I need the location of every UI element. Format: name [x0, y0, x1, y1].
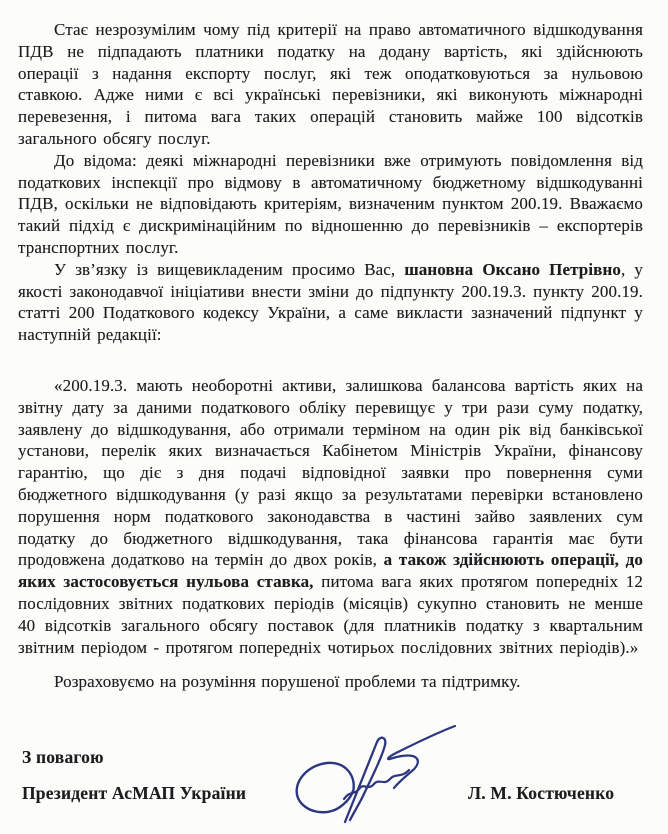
paragraph-1: Стає незрозумілим чому під критерії на право автоматичного відшкодування ПДВ не підпадають платники податку на додану вартість, які здійснюють операції з надання експорту послуг, які теж оподатковуються за нульовою ставкою. Адже ними є всі українські перевізники, які виконують міжнародні перевезення, і питома вага таких операцій становить майже 100 відсотків загального обсягу послуг.: [18, 20, 643, 148]
paragraph-3: У зв’язку із вищевикладеним просимо Вас, шановна Оксано Петрівно, у якості законодавчої ініціативи внести зміни до підпункту 200.19.3. пункту 200.19. статті 200 Податкового кодексу України, а саме викласти зазначений підпункт у наступній редакції:: [18, 259, 643, 345]
letter-body: [18, 0, 643, 693]
handwritten-signature-ink: [282, 699, 462, 825]
paragraph-2: До відома: деякі міжнародні перевізники вже отримують повідомлення від податкових інспекції про відмову в автоматичному бюджетному відшкодуванні ПДВ, оскільки не відповідають критеріям, визначеним пунктом 200.19. Вважаємо такий підхід є дискримінаційним по відношенню до перевізників – експортерів транспортних послуг.: [18, 150, 643, 257]
regards-line: З повагою: [22, 747, 104, 767]
closing-line: Розраховуємо на розуміння порушеної проблеми та підтримку.: [54, 672, 521, 692]
signer-name: Л. М. Костюченко: [468, 783, 615, 803]
signer-title: Президент АсМАП України: [22, 783, 247, 803]
quoted-legal-clause: «200.19.3. мають необоротні активи, залишкова балансова вартість яких на звітну дату за даними податкового обліку перевищує у три рази суму податку, заявлену до відшкодування, або отримали терміном на один рік від банківської установи, перелік яких визначається Кабінетом Міністрів України, фінансову гарантію, що діє з дня подачі відповідної заявки про повернення суми бюджетного відшкодування (у разі якщо за результатами перевірки встановлено порушення норм податкового законодавства в частині зайво заявлених сум податку до бюджетного відшкодування, така фінансова гарантія має бути продовжена додатково на термін до двох років, а також здійснюють операції, до яких застосовується нульова ставка, питома вага яких протягом попередніх 12 послідовних звітних податкових періодів (місяців) сукупно становить не менше 40 відсотків загального обсягу поставок (для платників податку з квартальним звітним періодом - протягом попередніх чотирьох послідовних звітних періодів).»: [18, 375, 643, 657]
